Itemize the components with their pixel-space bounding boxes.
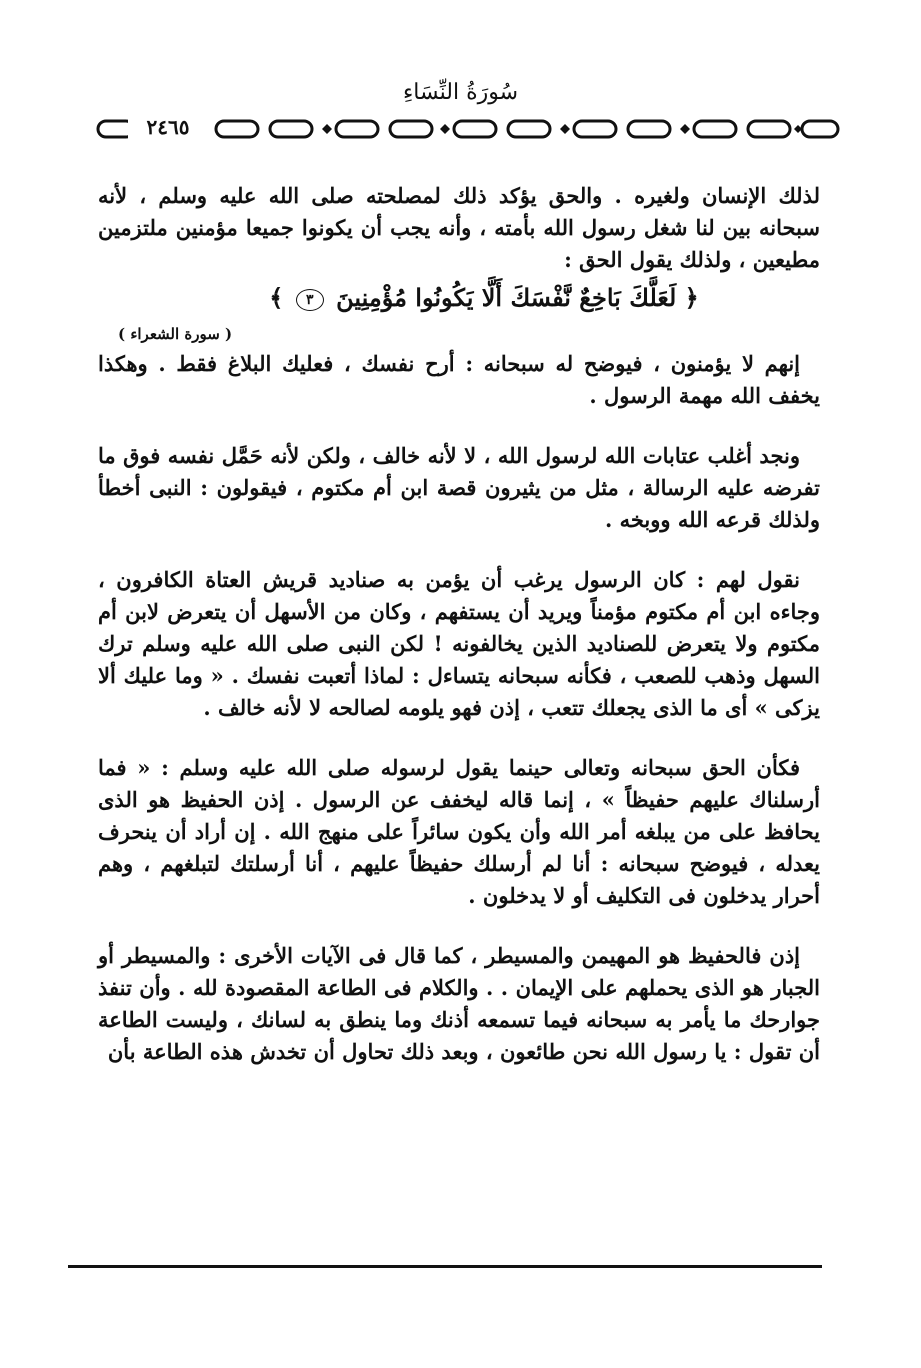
page-number: ٢٤٦٥ bbox=[128, 115, 208, 139]
verse-number-marker: ٣ bbox=[296, 289, 324, 311]
paragraph-3: ونجد أغلب عتابات الله لرسول الله ، لا لأنه خالف ، ولكن لأنه حَمَّل نفسه فوق ما تفرضه عليه الرسالة ، مثل من يثيرون قصة ابن أم مكتوم ، فيقولون : النبى أخطأ ولذلك قرعه الله ووبخه . bbox=[98, 443, 820, 532]
verse-reference: ( سورة الشعراء ) bbox=[118, 325, 233, 343]
paragraph-gap bbox=[98, 412, 820, 440]
surah-title: سُورَةُ النِّسَاءِ bbox=[402, 80, 519, 105]
paragraph-gap bbox=[98, 912, 820, 940]
paragraph-gap bbox=[98, 724, 820, 752]
paragraph-gap bbox=[98, 536, 820, 564]
paragraph-2: إنهم لا يؤمنون ، فيوضح له سبحانه : أرح نفسك ، فعليك البلاغ فقط . وهكذا يخفف الله مهمة الرسول . bbox=[98, 351, 820, 408]
paragraph-6: إذن فالحفيظ هو المهيمن والمسيطر ، كما قال فى الآيات الأخرى : والمسيطر أو الجبار هو الذى يحملهم على الإيمان . . والكلام فى الطاعة المقصودة لله . وأن تنفذ جوارحك ما يأمر به سبحانه فيما تسمعه أذنك وما ينطق به لسانك ، وليست الطاعة أن تقول : يا رسول الله نحن طائعون ، وبعد ذلك تحاول أن تخدش هذه الطاعة بأن bbox=[98, 943, 820, 1064]
verse-text: ﴿ لَعَلَّكَ بَاخِعٌ نَّفْسَكَ أَلَّا يَكُونُوا مُؤْمِنِينَ bbox=[336, 283, 699, 312]
quran-verse bbox=[98, 276, 820, 320]
paragraph-5: فكأن الحق سبحانه وتعالى حينما يقول لرسوله صلى الله عليه وسلم : « فما أرسلناك عليهم حفيظاً » ، إنما قاله ليخفف عن الرسول . إذن الحفيظ هو الذى يحافظ على من يبلغه أمر الله وأن يكون سائراً على منهج الله . إن أراد أن ينحرف يعدله ، فيوضح سبحانه : أنا لم أرسلك حفيظاً عليهم ، أنا أرسلتك لتبلغهم ، وهم أحرار يدخلون فى التكليف أو لا يدخلون . bbox=[98, 755, 820, 908]
paragraph-1: لذلك الإنسان ولغيره . والحق يؤكد ذلك لمصلحته صلى الله عليه وسلم ، لأنه سبحانه بين لنا شغل رسول الله بأمته ، وأنه يجب أن يكونوا جميعا مؤمنين ملتزمين مطيعين ، ولذلك يقول الحق : bbox=[98, 183, 820, 272]
page-body bbox=[98, 180, 820, 1068]
verse-close-bracket: ﴾ bbox=[269, 283, 284, 312]
bottom-rule bbox=[68, 1265, 822, 1268]
paragraph-4: نقول لهم : كان الرسول يرغب أن يؤمن به صناديد قريش العتاة الكافرون ، وجاءه ابن أم مكتوم مؤمناً ويريد أن يستفهم ، وكان من الأسهل أن يتعرض لابن أم مكتوم ولا يتعرض للصناديد الذين يخالفونه ! لكن النبى صلى الله عليه وسلم ترك السهل وذهب للصعب ، فكأنه سبحانه يتساءل : لماذا أتعبت نفسك . « وما عليك ألا يزكى » أى ما الذى يجعلك تتعب ، إذن فهو يلومه لصالحه لا لأنه خالف . bbox=[98, 567, 820, 720]
